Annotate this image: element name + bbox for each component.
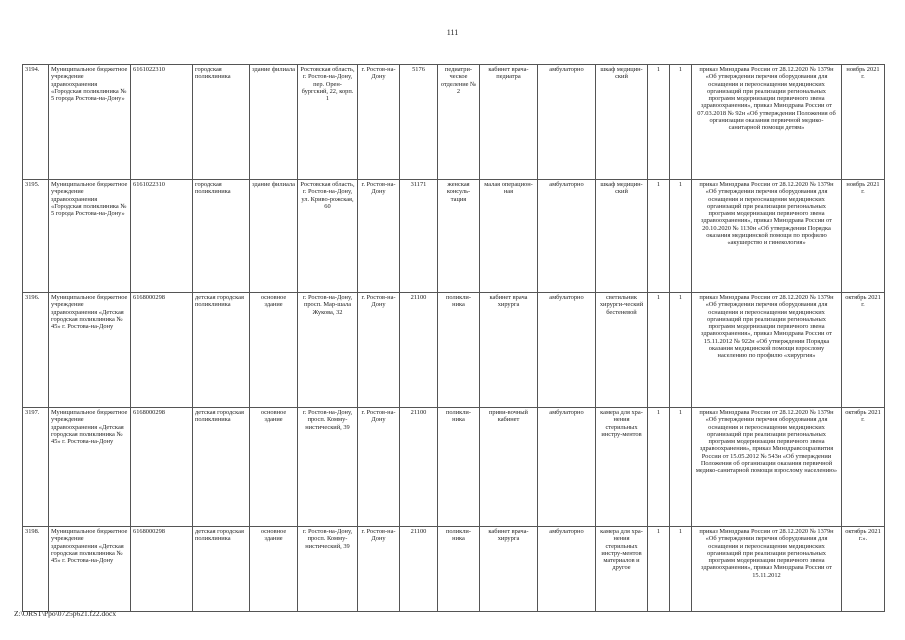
building-type-cell: здание филиала [250,180,298,293]
equipment-name-cell: камера для хра-нения стерильных инстру-ментов материалов и другое [596,527,648,612]
department-cell: поликли-ника [438,408,480,527]
room-cell: приви-вочный кабинет [480,408,538,527]
department-code-cell: 31171 [400,180,438,293]
inn-code-cell: 6161022310 [131,180,193,293]
page-number: 111 [446,28,459,37]
equipment-name-cell: шкаф медицин-ский [596,180,648,293]
inn-code-cell: 6168000298 [131,293,193,408]
footer-file-path: Z:\ORST\Ppo\0725p621.f22.docx [14,609,117,618]
clinic-type-cell: городская поликлиника [193,65,250,180]
address-cell: Ростовская область, г. Ростов-на-Дону, ул. Криво-рожская, 60 [298,180,358,293]
organization-name-cell: Муниципальное бюджетное учреждение здравоохранения «Городская поликлиника № 5 города Ростова-на-Дону» [49,65,131,180]
address-cell: г. Ростов-на-Дону, просп. Мар-шала Жукова, 32 [298,293,358,408]
organization-name-cell: Муниципальное бюджетное учреждение здравоохранения «Детская городская поликлиника № 45» г. Ростова-на-Дону [49,408,131,527]
city-cell: г. Ростов-на-Дону [358,527,400,612]
delivery-date-cell: октябрь 2021 г. [842,293,885,408]
inn-code-cell: 6168000298 [131,408,193,527]
quantity-1-cell: 1 [648,293,670,408]
table-row [23,293,885,408]
building-type-cell: основное здание [250,293,298,408]
department-code-cell: 21100 [400,293,438,408]
room-cell: кабинет врача-педиатра [480,65,538,180]
city-cell: г. Ростов-на-Дону [358,65,400,180]
clinic-type-cell: детская городская поликлиника [193,527,250,612]
clinic-type-cell: городская поликлиника [193,180,250,293]
building-type-cell: основное здание [250,408,298,527]
equipment-name-cell: камера для хра-нения стерильных инстру-ментов [596,408,648,527]
table-row [23,527,885,612]
row-number-cell: 3197. [23,408,49,527]
delivery-date-cell: октябрь 2021 г.». [842,527,885,612]
quantity-1-cell: 1 [648,180,670,293]
quantity-1-cell: 1 [648,408,670,527]
address-cell: г. Ростов-на-Дону, просп. Комму-нистический, 39 [298,408,358,527]
delivery-date-cell: ноябрь 2021 г. [842,180,885,293]
department-cell: педиатри-ческое отделение № 2 [438,65,480,180]
quantity-2-cell: 1 [670,293,692,408]
room-cell: кабинет врача-хирурга [480,527,538,612]
city-cell: г. Ростов-на-Дону [358,180,400,293]
clinic-type-cell: детская городская поликлиника [193,408,250,527]
table-row [23,408,885,527]
legal-basis-cell: приказ Минздрава России от 28.12.2020 № 1379н «Об утверждении перечня оборудования для оснащения и переоснащения медицинских организаций при реализации региональных программ модернизации первичного звена здравоохранения», приказ Минздрава России от 15.11.2012 № 922н «Об утверждении Порядка оказания медицинской помощи взрослому населению по профилю «хирургия» [692,293,842,408]
clinic-type-cell: детская городская поликлиника [193,293,250,408]
quantity-1-cell: 1 [648,65,670,180]
row-number-cell: 3196. [23,293,49,408]
delivery-date-cell: октябрь 2021 г. [842,408,885,527]
room-cell: кабинет врача хирурга [480,293,538,408]
legal-basis-cell: приказ Минздрава России от 28.12.2020 № 1379н «Об утверждении перечня оборудования для оснащения и переоснащения медицинских организаций при реализации региональных программ модернизации первичного звена здравоохранения», приказ Минздрава России от 20.10.2020 № 1130н «Об утверждении Порядка оказания медицинской помощи по профилю «акушерство и гинекология» [692,180,842,293]
department-code-cell: 5176 [400,65,438,180]
equipment-name-cell: шкаф медицин-ский [596,65,648,180]
row-number-cell: 3195. [23,180,49,293]
delivery-date-cell: ноябрь 2021 г. [842,65,885,180]
care-conditions-cell: амбулаторно [538,180,596,293]
building-type-cell: основное здание [250,527,298,612]
department-cell: поликли-ника [438,527,480,612]
address-cell: г. Ростов-на-Дону, просп. Комму-нистический, 39 [298,527,358,612]
equipment-name-cell: светильник хирурги-ческий бестеневой [596,293,648,408]
quantity-2-cell: 1 [670,180,692,293]
care-conditions-cell: амбулаторно [538,527,596,612]
equipment-table [22,64,885,612]
department-cell: женская консуль-тация [438,180,480,293]
care-conditions-cell: амбулаторно [538,65,596,180]
organization-name-cell: Муниципальное бюджетное учреждение здравоохранения «Городская поликлиника № 5 города Ростова-на-Дону» [49,180,131,293]
address-cell: Ростовская область, г. Ростов-на-Дону, пер. Орен-бургский, 22, корп. 1 [298,65,358,180]
organization-name-cell: Муниципальное бюджетное учреждение здравоохранения «Детская городская поликлиника № 45» г. Ростова-на-Дону [49,293,131,408]
building-type-cell: здание филиала [250,65,298,180]
department-code-cell: 21100 [400,527,438,612]
organization-name-cell: Муниципальное бюджетное учреждение здравоохранения «Детская городская поликлиника № 45» г. Ростова-на-Дону [49,527,131,612]
room-cell: малая операцион-ная [480,180,538,293]
quantity-2-cell: 1 [670,408,692,527]
inn-code-cell: 6161022310 [131,65,193,180]
table-row [23,65,885,180]
quantity-2-cell: 1 [670,65,692,180]
row-number-cell: 3198. [23,527,49,612]
row-number-cell: 3194. [23,65,49,180]
legal-basis-cell: приказ Минздрава России от 28.12.2020 № 1379н «Об утверждении перечня оборудования для оснащения и переоснащения медицинских организаций при реализации региональных программ модернизации первичного звена здравоохранения», приказ Минздрава России от 07.03.2018 № 92н «Об утверждении Положения об организации оказания первичной медико-санитарной помощи детям» [692,65,842,180]
care-conditions-cell: амбулаторно [538,408,596,527]
inn-code-cell: 6168000298 [131,527,193,612]
legal-basis-cell: приказ Минздрава России от 28.12.2020 № 1379н «Об утверждении перечня оборудования для оснащения и переоснащения медицинских организаций при реализации региональных программ модернизации первичного звена здравоохранения», приказ Минздрава России от 15.11.2012 [692,527,842,612]
quantity-1-cell: 1 [648,527,670,612]
legal-basis-cell: приказ Минздрава России от 28.12.2020 № 1379н «Об утверждении перечня оборудования для оснащения и переоснащения медицинских организаций при реализации региональных программ модернизации первичного звена здравоохранения», приказ Минздравсоцразвития России от 15.05.2012 № 543н «Об утверждении Положения об организации оказания первичной медико-санитарной помощи взрослому населению» [692,408,842,527]
quantity-2-cell: 1 [670,527,692,612]
table-row [23,180,885,293]
department-code-cell: 21100 [400,408,438,527]
department-cell: поликли-ника [438,293,480,408]
city-cell: г. Ростов-на-Дону [358,293,400,408]
city-cell: г. Ростов-на-Дону [358,408,400,527]
care-conditions-cell: амбулаторно [538,293,596,408]
